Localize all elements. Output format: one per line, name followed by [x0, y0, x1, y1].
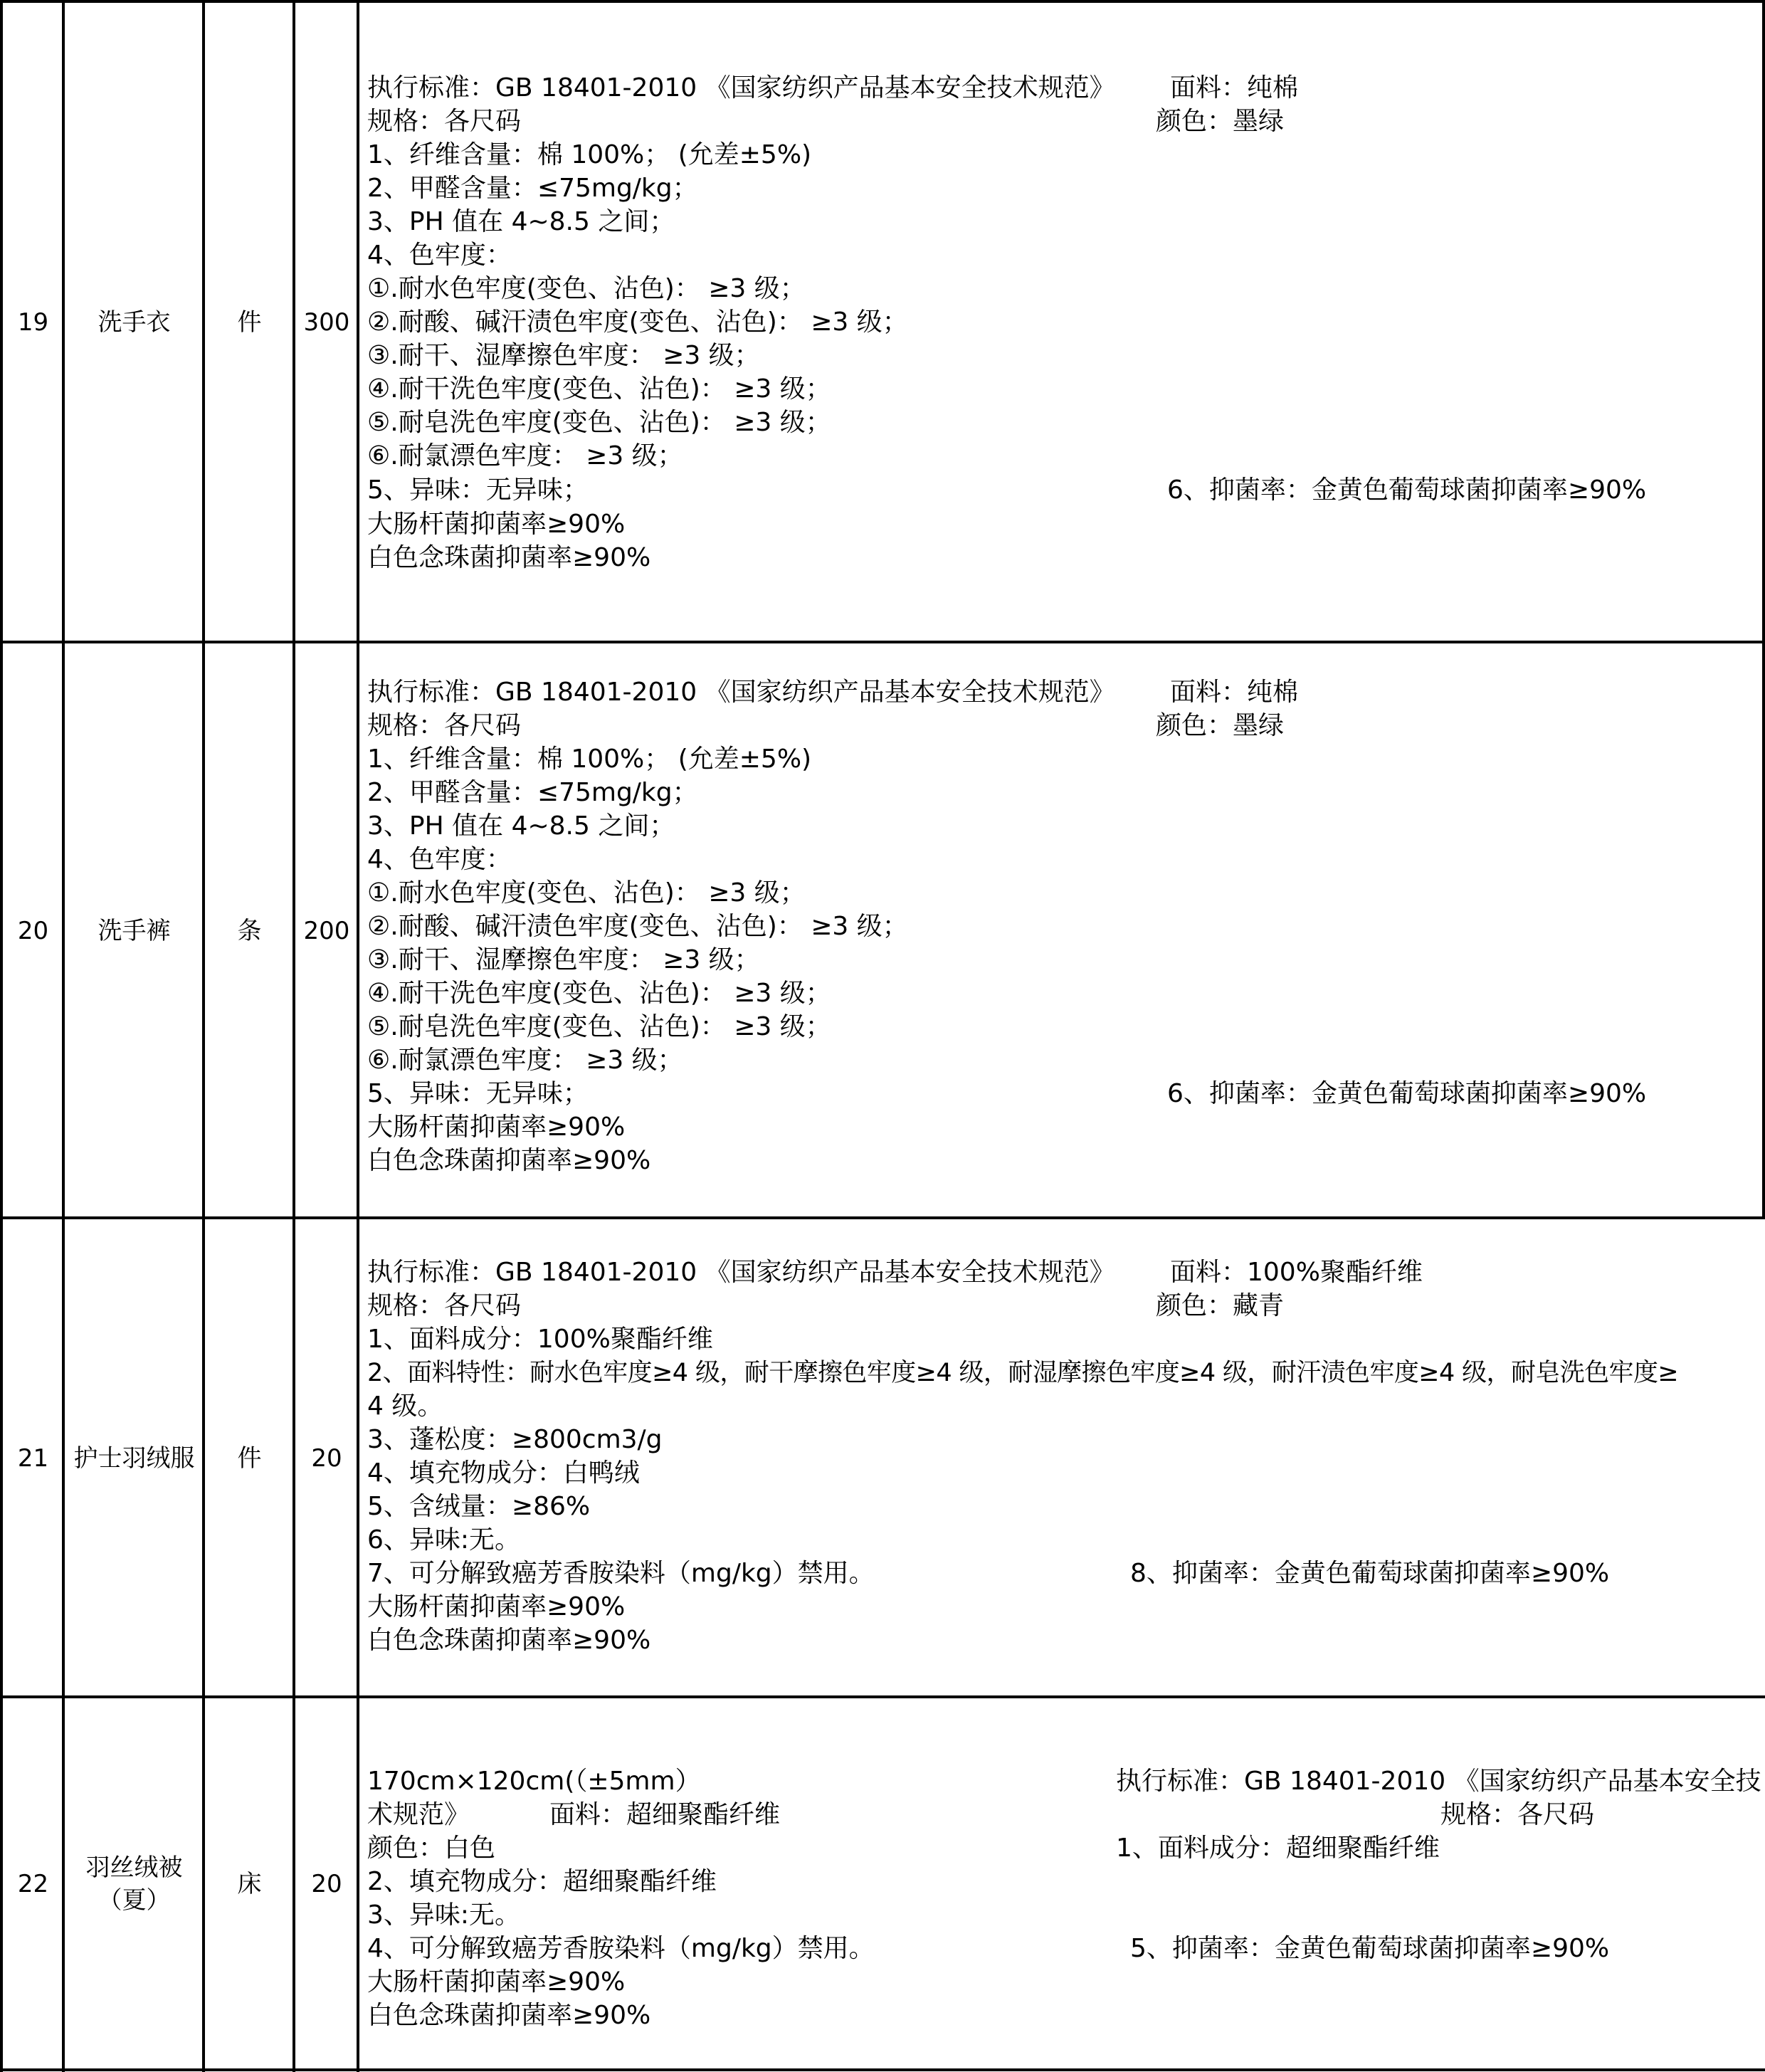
spec-line: 规格：各尺码	[367, 107, 522, 136]
spec-line: 执行标准：GB 18401-2010 《国家纺织产品基本安全技术规范》	[367, 1258, 1115, 1287]
spec-line: 1、面料成分：超细聚酯纤维	[1116, 1834, 1440, 1863]
item-name: 洗手衣	[98, 308, 171, 337]
item-quantity: 200	[303, 916, 350, 945]
spec-line: 4、色牢度：	[367, 241, 512, 270]
row-number: 22	[17, 1870, 49, 1898]
spec-line: ②.耐酸、碱汗渍色牢度(变色、沾色)： ≥3 级；	[367, 912, 908, 941]
spec-line: 规格：各尺码	[367, 711, 522, 740]
spec-line: 7、可分解致癌芳香胺染料（mg/kg）禁用。	[367, 1559, 875, 1588]
spec-line: 2、甲醛含量：≤75mg/kg；	[367, 174, 698, 203]
spec-line: 规格：各尺码	[367, 1291, 522, 1320]
item-unit: 条	[237, 916, 262, 945]
spec-line: 5、异味：无异味；	[367, 475, 589, 505]
spec-line: 170cm×120cm(（±5mm）	[367, 1767, 701, 1796]
spec-line: ②.耐酸、碱汗渍色牢度(变色、沾色)： ≥3 级；	[367, 307, 908, 337]
spec-line: 2、甲醛含量：≤75mg/kg；	[367, 778, 698, 807]
item-spec	[367, 3, 1755, 642]
spec-line: ⑥.耐氯漂色牢度： ≥3 级；	[367, 1046, 683, 1075]
spec-line: 大肠杆菌抑菌率≥90%	[367, 1967, 626, 1997]
spec-line: 白色念珠菌抑菌率≥90%	[367, 2001, 651, 2030]
item-name: 护士羽绒服	[73, 1443, 195, 1473]
spec-line: 颜色：白色	[367, 1834, 496, 1863]
spec-line: 6、抑菌率：金黄色葡萄球菌抑菌率≥90%	[1167, 1079, 1647, 1108]
spec-line: ①.耐水色牢度(变色、沾色)： ≥3 级；	[367, 274, 806, 303]
spec-line: 5、抑菌率：金黄色葡萄球菌抑菌率≥90%	[1130, 1934, 1610, 1963]
item-unit: 床	[237, 1870, 262, 1898]
spec-line: 大肠杆菌抑菌率≥90%	[367, 510, 626, 539]
spec-line: 规格：各尺码	[1440, 1800, 1595, 1829]
spec-line: 6、抑菌率：金黄色葡萄球菌抑菌率≥90%	[1167, 475, 1647, 505]
spec-line: 面料：超细聚酯纤维	[549, 1800, 781, 1829]
item-quantity: 20	[311, 1443, 342, 1473]
spec-line: ④.耐干洗色牢度(变色、沾色)： ≥3 级；	[367, 979, 831, 1008]
spec-line: 术规范》	[367, 1800, 470, 1829]
spec-line: 3、异味:无。	[367, 1900, 521, 1930]
spec-line: 面料：100%聚酯纤维	[1170, 1258, 1423, 1287]
spec-line: 执行标准：GB 18401-2010 《国家纺织产品基本安全技术规范》	[367, 678, 1115, 707]
spec-line: ①.耐水色牢度(变色、沾色)： ≥3 级；	[367, 878, 806, 908]
spec-line: 白色念珠菌抑菌率≥90%	[367, 1146, 651, 1175]
spec-line: 颜色：藏青	[1156, 1291, 1285, 1320]
item-spec	[367, 1219, 1755, 1697]
item-name: 羽丝绒被（夏）	[85, 1853, 183, 1915]
spec-line: 4、可分解致癌芳香胺染料（mg/kg）禁用。	[367, 1934, 875, 1963]
spec-line: 大肠杆菌抑菌率≥90%	[367, 1592, 626, 1621]
spec-line: ③.耐干、湿摩擦色牢度： ≥3 级；	[367, 945, 760, 974]
item-spec	[367, 1698, 1761, 2070]
spec-line: ⑤.耐皂洗色牢度(变色、沾色)： ≥3 级；	[367, 408, 831, 437]
spec-line: ⑥.耐氯漂色牢度： ≥3 级；	[367, 441, 683, 470]
spec-line: 大肠杆菌抑菌率≥90%	[367, 1113, 626, 1142]
spec-line: 面料：纯棉	[1170, 73, 1299, 102]
spec-line: 2、面料特性：耐水色牢度≥4 级，耐干摩擦色牢度≥4 级，耐湿摩擦色牢度≥4 级，耐汗渍色牢度≥4 级，耐皂洗色牢度≥	[367, 1359, 1679, 1387]
spec-line: ④.耐干洗色牢度(变色、沾色)： ≥3 级；	[367, 374, 831, 404]
spec-line: 8、抑菌率：金黄色葡萄球菌抑菌率≥90%	[1130, 1559, 1610, 1588]
spec-line: 5、含绒量：≥86%	[367, 1492, 591, 1521]
spec-line: 1、面料成分：100%聚酯纤维	[367, 1325, 713, 1354]
row-number: 19	[17, 308, 49, 337]
spec-line: 3、PH 值在 4~8.5 之间；	[367, 811, 675, 841]
row-number: 20	[17, 916, 49, 945]
spec-line: 4、色牢度：	[367, 845, 512, 874]
spec-line: 4 级。	[367, 1392, 443, 1421]
spec-line: ③.耐干、湿摩擦色牢度： ≥3 级；	[367, 341, 760, 370]
spec-line: 3、蓬松度：≥800cm3/g	[367, 1425, 663, 1454]
item-quantity: 300	[303, 308, 350, 337]
spec-line: 颜色：墨绿	[1156, 107, 1285, 136]
item-unit: 件	[237, 1443, 262, 1473]
spec-line: 6、异味:无。	[367, 1525, 521, 1555]
spec-line: 白色念珠菌抑菌率≥90%	[367, 543, 651, 572]
item-unit: 件	[237, 308, 262, 337]
item-quantity: 20	[311, 1870, 342, 1898]
spec-line: 白色念珠菌抑菌率≥90%	[367, 1626, 651, 1655]
spec-line: 5、异味：无异味；	[367, 1079, 589, 1108]
spec-line: 颜色：墨绿	[1156, 711, 1285, 740]
spec-line: 执行标准：GB 18401-2010 《国家纺织产品基本安全技	[1116, 1767, 1761, 1796]
spec-line: ⑤.耐皂洗色牢度(变色、沾色)： ≥3 级；	[367, 1012, 831, 1041]
spec-line: 4、填充物成分：白鸭绒	[367, 1458, 640, 1488]
spec-line: 2、填充物成分：超细聚酯纤维	[367, 1867, 717, 1896]
spec-line: 执行标准：GB 18401-2010 《国家纺织产品基本安全技术规范》	[367, 73, 1115, 102]
spec-line: 面料：纯棉	[1170, 678, 1299, 707]
item-name: 洗手裤	[98, 916, 171, 945]
spec-line: 3、PH 值在 4~8.5 之间；	[367, 207, 675, 236]
spec-line: 1、纤维含量：棉 100%； (允差±5%)	[367, 745, 812, 774]
row-number: 21	[17, 1443, 49, 1473]
spec-line: 1、纤维含量：棉 100%； (允差±5%)	[367, 140, 812, 169]
item-spec	[367, 643, 1755, 1218]
